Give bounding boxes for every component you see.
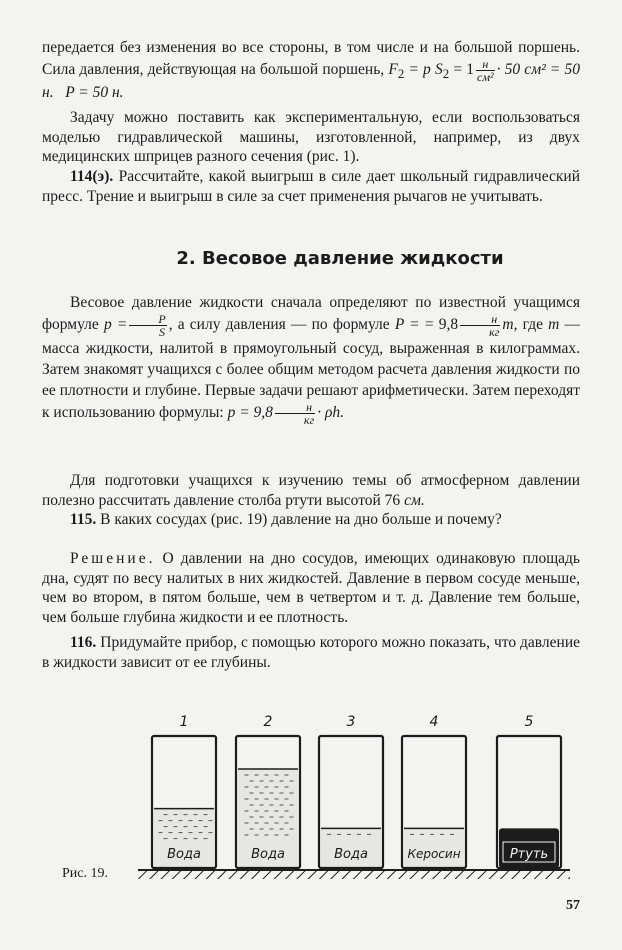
vessel-label: Вода bbox=[334, 847, 368, 862]
vessel-label: Вода bbox=[167, 847, 201, 862]
table-surface bbox=[138, 870, 570, 879]
task-number: 115. bbox=[70, 511, 97, 528]
vessel-label: Ртуть bbox=[509, 847, 549, 862]
task-116: 116. Придумайте прибор, с помощью которого можно показать, что давление в жидкости зависит от ее глубины. bbox=[42, 634, 581, 671]
vessel-label: Керосин bbox=[407, 847, 461, 861]
fraction: $\frac{н}{кг}$ bbox=[460, 313, 500, 338]
fraction: $\frac{P}{S}$ bbox=[129, 313, 166, 338]
section-heading: 2. Весовое давление жидкости bbox=[176, 248, 504, 269]
fraction: $\frac{н}{кг}$ bbox=[275, 401, 315, 426]
paragraph-hydraulic-force: передается без изменения во все стороны, в том числе и на большой поршень. Сила давления, действующая на большой поршень, $F_2 = p$ $S_2 = 1$ $\frac{н}{\text{см²}}$ · 50 см² = 50 н. P = 50 н. bbox=[42, 39, 581, 102]
fraction: $\frac{н}{\text{см²}}$ bbox=[477, 56, 494, 84]
vessel-number: 2 bbox=[263, 714, 273, 730]
vessel-label: Вода bbox=[251, 847, 285, 862]
paragraph-experiment: Задачу можно поставить как экспериментальную, если воспользоваться моделью гидравлической машины, изготовленной, например, из двух медицинских шприцев разного сечения (рис. 1). bbox=[42, 109, 580, 165]
task-114: 114(э). Рассчитайте, какой выигрыш в силе дает школьный гидравлический пресс. Трение и выигрыш в силе за счет применения рычагов не учитывать. bbox=[42, 168, 580, 205]
vessel-number: 3 bbox=[346, 714, 356, 730]
task-115: 115. В каких сосудах (рис. 19) давление на дно больше и почему? bbox=[70, 511, 502, 528]
solution-label: Решение. bbox=[70, 550, 156, 567]
paragraph-mercury: Для подготовки учащихся к изучению темы об атмосферном давлении полезно рассчитать давление столба ртути высотой 76 см. bbox=[42, 472, 580, 509]
vessel-number: 1 bbox=[179, 714, 189, 730]
page-number: 57 bbox=[566, 898, 580, 913]
task-number: 114(э). bbox=[70, 168, 114, 185]
vessel-number: 4 bbox=[429, 714, 439, 730]
paragraph-weight-pressure: Весовое давление жидкости сначала определяют по известной учащимся формуле p = $\frac{P}{S}$ , а силу давления — по формуле P = = 9,8 $\frac{н}{кг}$ m, где m — масса жидкости, налитой в прямоугольный сосуд, выраженная в килограммах. Затем знакомят учащихся с более общим методом расчета давления жидкости по ее плотности и глубине. Первые задачи решают арифметически. Затем переходят к использованию формулы: p = 9,8 $\frac{н}{кг}$ · ρh. bbox=[42, 294, 581, 427]
task-number: 116. bbox=[70, 634, 97, 651]
figure-caption: Рис. 19. bbox=[62, 866, 108, 881]
solution-115: Решение. О давлении на дно сосудов, имеющих одинаковую площадь дна, судят по весу налитых в них жидкостей. Давление в первом сосуде меньше, чем во втором, в пятом больше, чем в четвертом и т. д. Давление тем больше, чем больше глубина жидкости и ее плотность. bbox=[42, 550, 581, 626]
vessel-number: 5 bbox=[524, 714, 534, 730]
